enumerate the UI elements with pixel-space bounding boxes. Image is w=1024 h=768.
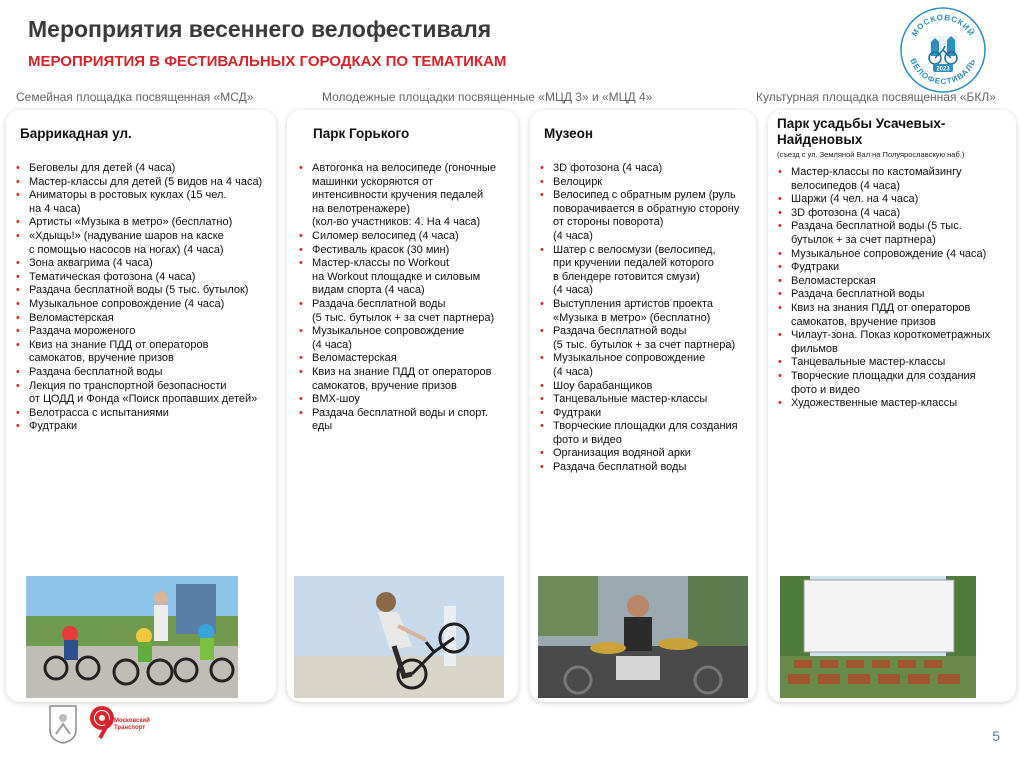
event-item [538,380,739,394]
card-title: Музеон [544,126,594,141]
moscow-coat-of-arms-icon [48,704,78,749]
event-item [297,257,496,298]
event-item-line: • Аниматоры в ростовых куклах (15 чел. [29,189,227,202]
event-item-line: интенсивности кручения педалей [312,189,484,202]
event-item-line: • Музыкальное сопровождение (4 часа) [29,297,225,310]
event-item [776,370,990,397]
moscow-transport-logo [90,706,160,746]
event-item [776,261,990,275]
event-item [297,298,496,325]
photo-open-air-cinema [780,576,976,698]
event-item [538,244,739,298]
event-item-line: • Музыкальное сопровождение [312,325,465,338]
group-label-family: Семейная площадка посвященная «МСД» [16,90,254,104]
event-item-line: • Мастер-классы по Workout [312,257,450,270]
event-item [14,366,262,380]
event-item [297,393,496,407]
festival-logo [899,6,987,94]
event-item-line: • 3D фотозона (4 часа) [791,206,901,219]
event-item [776,356,990,370]
event-item [776,193,990,207]
event-item-line: • Тематическая фотозона (4 часа) [29,270,196,283]
event-item-line: поворачивается в обратную сторону [553,202,740,215]
event-item [14,325,262,339]
event-item-line: • Шаржи (4 чел. на 4 часа) [791,193,919,206]
event-item-line: • Раздача мороженого [29,325,136,338]
event-item-line: • Артисты «Музыка в метро» (бесплатно) [29,216,233,229]
event-item-line: • Раздача бесплатной воды [791,288,925,301]
event-item [14,407,262,421]
event-item-line: • Творческие площадки для создания [553,420,738,433]
event-item [538,189,739,243]
event-item [776,275,990,289]
group-label-youth: Молодежные площадки посвященные «МЦД 3» и «МЦД 4» [322,90,653,104]
event-item-line: • Организация водяной арки [553,447,691,460]
event-item [776,220,990,247]
event-item [14,189,262,216]
event-item-line: • Раздача бесплатной воды [553,461,687,474]
event-item-line: (4 часа) [553,284,593,297]
event-item [538,393,739,407]
event-item-line: • Музыкальное сопровождение (4 часа) [791,247,987,260]
card-usachevykh-park [768,110,1016,702]
event-item-line: велосипедов (4 часа) [791,179,901,192]
event-item-line: • Раздача бесплатной воды и спорт. [312,406,488,419]
event-item-line: «Музыка в метро» (бесплатно) [553,311,711,324]
event-item [538,325,739,352]
event-item-line: • Танцевальные мастер-классы [553,393,708,406]
event-item-line: бутылок + за счет партнера) [791,233,936,246]
event-item-line: на Workout площадке и силовым [312,270,481,283]
event-item [776,248,990,262]
event-item-line: • Творческие площадки для создания [791,369,976,382]
event-item-line: • Велосипед с обратным рулем (руль [553,189,736,202]
event-item [14,257,262,271]
event-item-line: на велотренажере) [312,202,410,215]
photo-drum-show [538,576,748,698]
card-title: Парк Горького [313,126,410,141]
event-item [297,230,496,244]
page-number: 5 [992,728,1000,744]
event-item-line: на 4 часа) [29,202,81,215]
event-list [776,166,990,411]
event-item-line: • Фудтраки [553,406,602,419]
transport-logo-text-line: Транспорт [114,725,146,731]
event-item [14,271,262,285]
photo-bmx-show [294,576,504,698]
card-title: Баррикадная ул. [20,126,132,141]
group-label-culture: Культурная площадка посвященная «БКЛ» [756,90,996,104]
event-item [14,380,262,407]
event-item [776,166,990,193]
event-item-line: • Беговелы для детей (4 часа) [29,162,176,174]
event-item [14,298,262,312]
event-item [776,329,990,356]
logo-text-top: МОСКОВСКИЙ [909,12,977,39]
event-item [538,352,739,379]
event-item-line: • Силомер велосипед (4 часа) [312,229,459,242]
event-item [14,216,262,230]
event-item-line: самокатов, вручение призов [29,352,174,365]
event-item-line: • Раздача бесплатной воды [312,297,446,310]
event-item-line: • Веломастерская [312,352,397,365]
event-item-line: • Велоцирк [553,175,603,188]
event-item-line: • Раздача бесплатной воды (5 тыс. [791,220,962,233]
event-item-line: • Раздача бесплатной воды [553,325,687,338]
event-item-line: • Музыкальное сопровождение [553,352,706,365]
event-item-line: • Мастер-классы для детей (5 видов на 4 часа) [29,175,263,188]
event-item-line: • BMX-шоу [312,393,360,406]
event-item-line: (5 тыс. бутылок + за счет партнера) [553,338,736,351]
event-item [776,397,990,411]
event-item-line: • Фудтраки [29,420,78,433]
event-item-line: самокатов, вручение призов [312,379,457,392]
transport-logo-text-line: Московский [114,718,150,724]
card-gorky-park [287,110,518,702]
event-item [14,230,262,257]
event-item-line: еды [312,420,333,433]
event-item-line: • Мастер-классы по кастомайзингу [791,166,962,178]
event-item [14,339,262,366]
event-item-line: • Квиз на знания ПДД от операторов [791,301,971,314]
event-item [538,407,739,421]
event-item-line: • Танцевальные мастер-классы [791,356,946,369]
event-item-line: • Автогонка на велосипеде (гоночные [312,162,496,174]
event-item-line: от стороны поворота) [553,216,664,229]
logo-year: 2023 [936,66,950,73]
event-item-line: с помощью насосов на ногах) (4 часа) [29,243,224,256]
card-muzeon [530,110,756,702]
event-item-line: • Веломастерская [29,311,114,324]
event-item [538,447,739,461]
event-item-line: в блендере готовится смузи) [553,270,700,283]
event-item [297,325,496,352]
event-item-line: • Лекция по транспортной безопасности [29,379,227,392]
event-item [776,302,990,329]
event-item-line: видам спорта (4 часа) [312,284,425,297]
event-item [538,420,739,447]
event-item-line: фото и видео [553,433,622,446]
event-item-line: (кол-во участников: 4. На 4 часа) [312,216,481,229]
event-item [297,244,496,258]
event-item [297,162,496,230]
event-item-line: самокатов, вручение призов [791,315,936,328]
event-item-line: • Шоу барабанщиков [553,379,653,392]
event-item-line: • Выступления артистов проекта [553,297,714,310]
event-item [538,298,739,325]
event-item [14,284,262,298]
event-item [14,162,262,176]
event-item-line: • Фестиваль красок (30 мин) [312,243,450,256]
card-address-note: (съезд с ул. Земляной Вал на Полуярославскую наб.) [777,150,965,159]
event-item [776,288,990,302]
event-list [538,162,739,475]
event-item [538,162,739,176]
event-item-line: • Квиз на знание ПДД от операторов [312,365,492,378]
event-item-line: (4 часа) [312,338,352,351]
logo-text-bottom: ВЕЛОФЕСТИВАЛЬ [908,57,978,87]
event-item [538,461,739,475]
event-item [538,176,739,190]
event-item [776,207,990,221]
event-item-line: (4 часа) [553,365,593,378]
event-item-line: • Велотрасса с испытаниями [29,406,169,419]
event-item-line: • Раздача бесплатной воды (5 тыс. бутылок) [29,284,249,297]
event-item-line: • Чилаут-зона. Показ короткометражных [791,329,991,342]
event-item-line: (4 часа) [553,229,593,242]
event-item-line: • «Хдыщь!» (надувание шаров на каске [29,229,224,242]
event-item [297,366,496,393]
event-item [14,420,262,434]
card-title: Парк усадьбы Усачевых-Найденовых [777,116,946,147]
event-list [14,162,262,434]
photo-kids-balance-bikes [26,576,238,698]
event-item-line: фото и видео [791,383,860,396]
event-item-line: • Шатер с велосмузи (велосипед, [553,243,716,256]
card-barrikadnaya [6,110,276,702]
event-item-line: (5 тыс. бутылок + за счет партнера) [312,311,495,324]
event-item-line: • Зона аквагрима (4 часа) [29,257,153,270]
page-title: Мероприятия весеннего велофестиваля [28,16,492,42]
event-item-line: машинки ускоряются от [312,175,433,188]
event-item-line: • Художественные мастер-классы [791,397,958,410]
page-subtitle: МЕРОПРИЯТИЯ В ФЕСТИВАЛЬНЫХ ГОРОДКАХ ПО ТЕМАТИКАМ [28,53,507,70]
event-item-line: от ЦОДД и Фонда «Поиск пропавших детей» [29,393,258,406]
event-item-line: • Веломастерская [791,274,876,287]
event-item-line: • Квиз на знание ПДД от операторов [29,338,209,351]
event-item [297,352,496,366]
event-item-line: • 3D фотозона (4 часа) [553,162,663,174]
event-item-line: при кручении педалей которого [553,257,714,270]
event-item [14,176,262,190]
event-item-line: • Фудтраки [791,261,840,274]
event-item-line: фильмов [791,342,838,355]
event-item-line: • Раздача бесплатной воды [29,365,163,378]
event-item [297,407,496,434]
event-list [297,162,496,434]
event-item [14,312,262,326]
